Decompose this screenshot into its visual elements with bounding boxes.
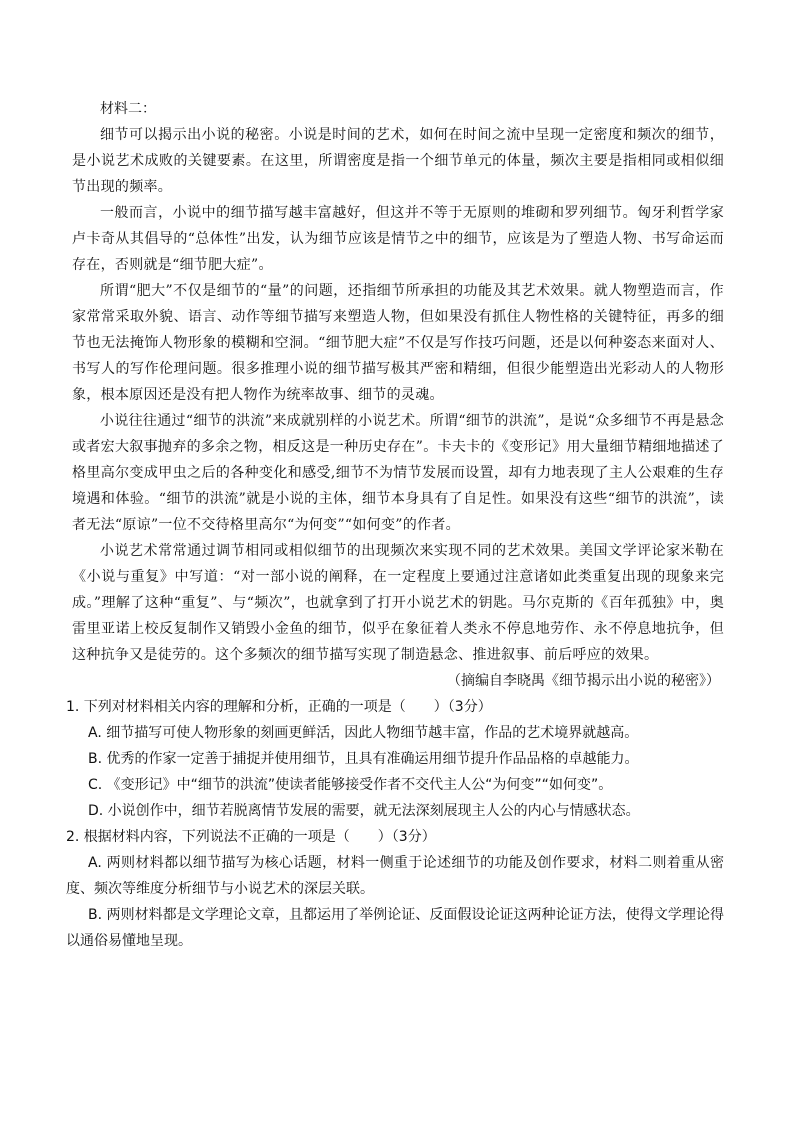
question-1-option-b: B. 优秀的作家一定善于捕捉并使用细节，且具有准确运用细节提升作品品格的卓越能力。 [88,751,639,767]
question-2-option-b: B. 两则材料都是文学理论文章，且都运用了举例论证、反面假设论证这两种论证方法，使得文学理论得以通俗易懂地呈现。 [66,907,724,949]
paragraph-2: 一般而言，小说中的细节描写越丰富越好，但这并不等于无原则的堆砌和罗列细节。匈牙利哲学家卢卡奇从其倡导的“总体性”出发，认为细节应该是情节之中的细节，应该是为了塑造人物、书写命运而存在，否则就是“细节肥大症”。 [72,205,724,273]
material-heading: 材料二： [100,101,156,117]
question-2-stem: 2. 根据材料内容，下列说法不正确的一项是（ ）（3分） [66,829,436,845]
question-2-option-a: A. 两则材料都以细节描写为核心话题，材料一侧重于论述细节的功能及创作要求，材料二则着重从密度、频次等维度分析细节与小说艺术的深层关联。 [66,855,724,897]
paragraph-4: 小说往往通过“细节的洪流”来成就别样的小说艺术。所谓“细节的洪流”，是说“众多细节不再是悬念或者宏大叙事抛弃的多余之物，相反这是一种历史存在”。卡夫卡的《变形记》用大量细节精细地描述了格里高尔变成甲虫之后的各种变化和感受,细节不为情节发展而设置，却有力地表现了主人公艰难的生存境遇和体验。“细节的洪流”就是小说的主体，细节本身具有了自足性。如果没有这些“细节的洪流”，读者无法“原谅”一位不交待格里高尔“为何变”“如何变”的作者。 [72,413,724,533]
paragraph-1: 细节可以揭示出小说的秘密。小说是时间的艺术，如何在时间之流中呈现一定密度和频次的细节，是小说艺术成败的关键要素。在这里，所谓密度是指一个细节单元的体量，频次主要是指相同或相似细节出现的频率。 [72,127,724,195]
question-1-option-c: C. 《变形记》中“细节的洪流”使读者能够接受作者不交代主人公“为何变”“如何变”。 [88,777,613,793]
question-1-option-a: A. 细节描写可使人物形象的刻画更鲜活，因此人物细节越丰富，作品的艺术境界就越高。 [88,725,639,741]
source-citation: （摘编自李晓禺《细节揭示出小说的秘密》） [447,673,720,689]
paragraph-3: 所谓“肥大”不仅是细节的“量”的问题，还指细节所承担的功能及其艺术效果。就人物塑造而言，作家常常采取外貌、语言、动作等细节描写来塑造人物，但如果没有抓住人物性格的关键特征，再多的细节也无法掩饰人物形象的模糊和空洞。“细节肥大症”不仅是写作技巧问题，还是以何种姿态来面对人、书写人的写作伦理问题。很多推理小说的细节描写极其严密和精细，但很少能塑造出光彩动人的人物形象，根本原因还是没有把人物作为统率故事、细节的灵魂。 [72,283,724,403]
question-1-option-d: D. 小说创作中，细节若脱离情节发展的需要，就无法深刻展现主人公的内心与情感状态。 [88,803,640,819]
document-page [66,96,724,954]
paragraph-5: 小说艺术常常通过调节相同或相似细节的出现频次来实现不同的艺术效果。美国文学评论家米勒在《小说与重复》中写道：“对一部小说的阐释，在一定程度上要通过注意诸如此类重复出现的现象来完成。”理解了这种“重复”、与“频次”，也就拿到了打开小说艺术的钥匙。马尔克斯的《百年孤独》中，奥雷里亚诺上校反复制作又销毁小金鱼的细节，似乎在象征着人类永不停息地劳作、永不停息地抗争，但这种抗争又是徒劳的。这个多频次的细节描写实现了制造悬念、推进叙事、前后呼应的效果。 [72,543,724,663]
question-1-stem: 1. 下列对材料相关内容的理解和分析，正确的一项是（ ）（3分） [66,699,492,715]
